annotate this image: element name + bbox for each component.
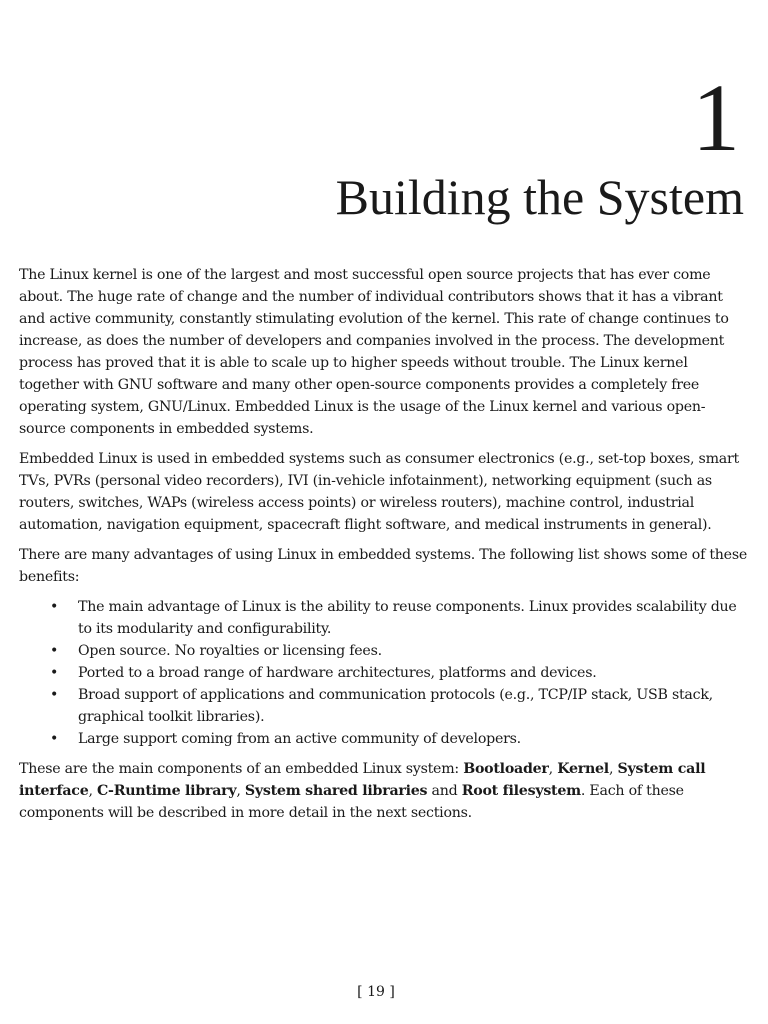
bullet-icon: • [50, 665, 59, 681]
list-item [50, 640, 749, 662]
bullet-icon: • [50, 643, 59, 659]
separator-text: and [427, 783, 462, 799]
page-number: [ 19 ] [357, 984, 395, 1000]
components-text: These are the main components of an embedded Linux system: [19, 761, 464, 777]
list-item [50, 728, 749, 750]
component-term: System shared libraries [244, 783, 428, 799]
component-term: C-Runtime library [97, 783, 237, 799]
list-item [50, 662, 749, 684]
list-item-text: Open source. No royalties or licensing fees. [78, 643, 382, 659]
list-item-text: Ported to a broad range of hardware architectures, platforms and devices. [78, 665, 597, 681]
separator-text: , [236, 783, 245, 799]
components-paragraph [19, 758, 749, 824]
separator-text: , [608, 761, 618, 777]
separator-text: , [548, 761, 558, 777]
usage-paragraph: Embedded Linux is used in embedded systems such as consumer electronics (e.g., set-top boxes, smart TVs, PVRs (personal video recorders), IVI (in-vehicle infotainment), networking equipment (such as routers, switches, WAPs (wireless access points) or wireless routers), machine control, industrial automation, navigation equipment, spacecraft flight software, and medical instruments in general). [19, 451, 739, 533]
advantages-intro-paragraph: There are many advantages of using Linux in embedded systems. The following list shows some of these benefits: [19, 547, 747, 585]
list-item-text: Broad support of applications and communication protocols (e.g., TCP/IP stack, USB stack, graphical toolkit libraries). [78, 687, 713, 725]
bullet-icon: • [50, 731, 59, 747]
list-item [50, 596, 749, 640]
component-term: System call interface [19, 761, 706, 799]
component-term: Bootloader [463, 761, 549, 777]
chapter-body [19, 264, 749, 832]
list-item-text: The main advantage of Linux is the ability to reuse components. Linux provides scalability due to its modularity and configurability. [78, 599, 737, 637]
component-term: Kernel [557, 761, 609, 777]
component-term: Root filesystem [461, 783, 581, 799]
chapter-title: Building the System [335, 169, 744, 225]
bullet-icon: • [50, 687, 59, 703]
list-item-text: Large support coming from an active community of developers. [78, 731, 521, 747]
benefits-list [19, 596, 749, 750]
bullet-icon: • [50, 599, 59, 615]
intro-paragraph: The Linux kernel is one of the largest and most successful open source projects that has ever come about. The huge rate of change and the number of individual contributors shows that it has a vibrant and active community, constantly stimulating evolution of the kernel. This rate of change continues to increase, as does the number of developers and companies involved in the process. The development process has proved that it is able to scale up to higher speeds without trouble. The Linux kernel together with GNU software and many other open-source components provides a completely free operating system, GNU/Linux. Embedded Linux is the usage of the Linux kernel and various open-source components in embedded systems. [19, 267, 729, 437]
separator-text: , [88, 783, 98, 799]
components-text: . Each of these components will be described in more detail in the next sections. [19, 783, 684, 821]
list-item [50, 684, 749, 728]
chapter-number: 1 [692, 64, 740, 171]
